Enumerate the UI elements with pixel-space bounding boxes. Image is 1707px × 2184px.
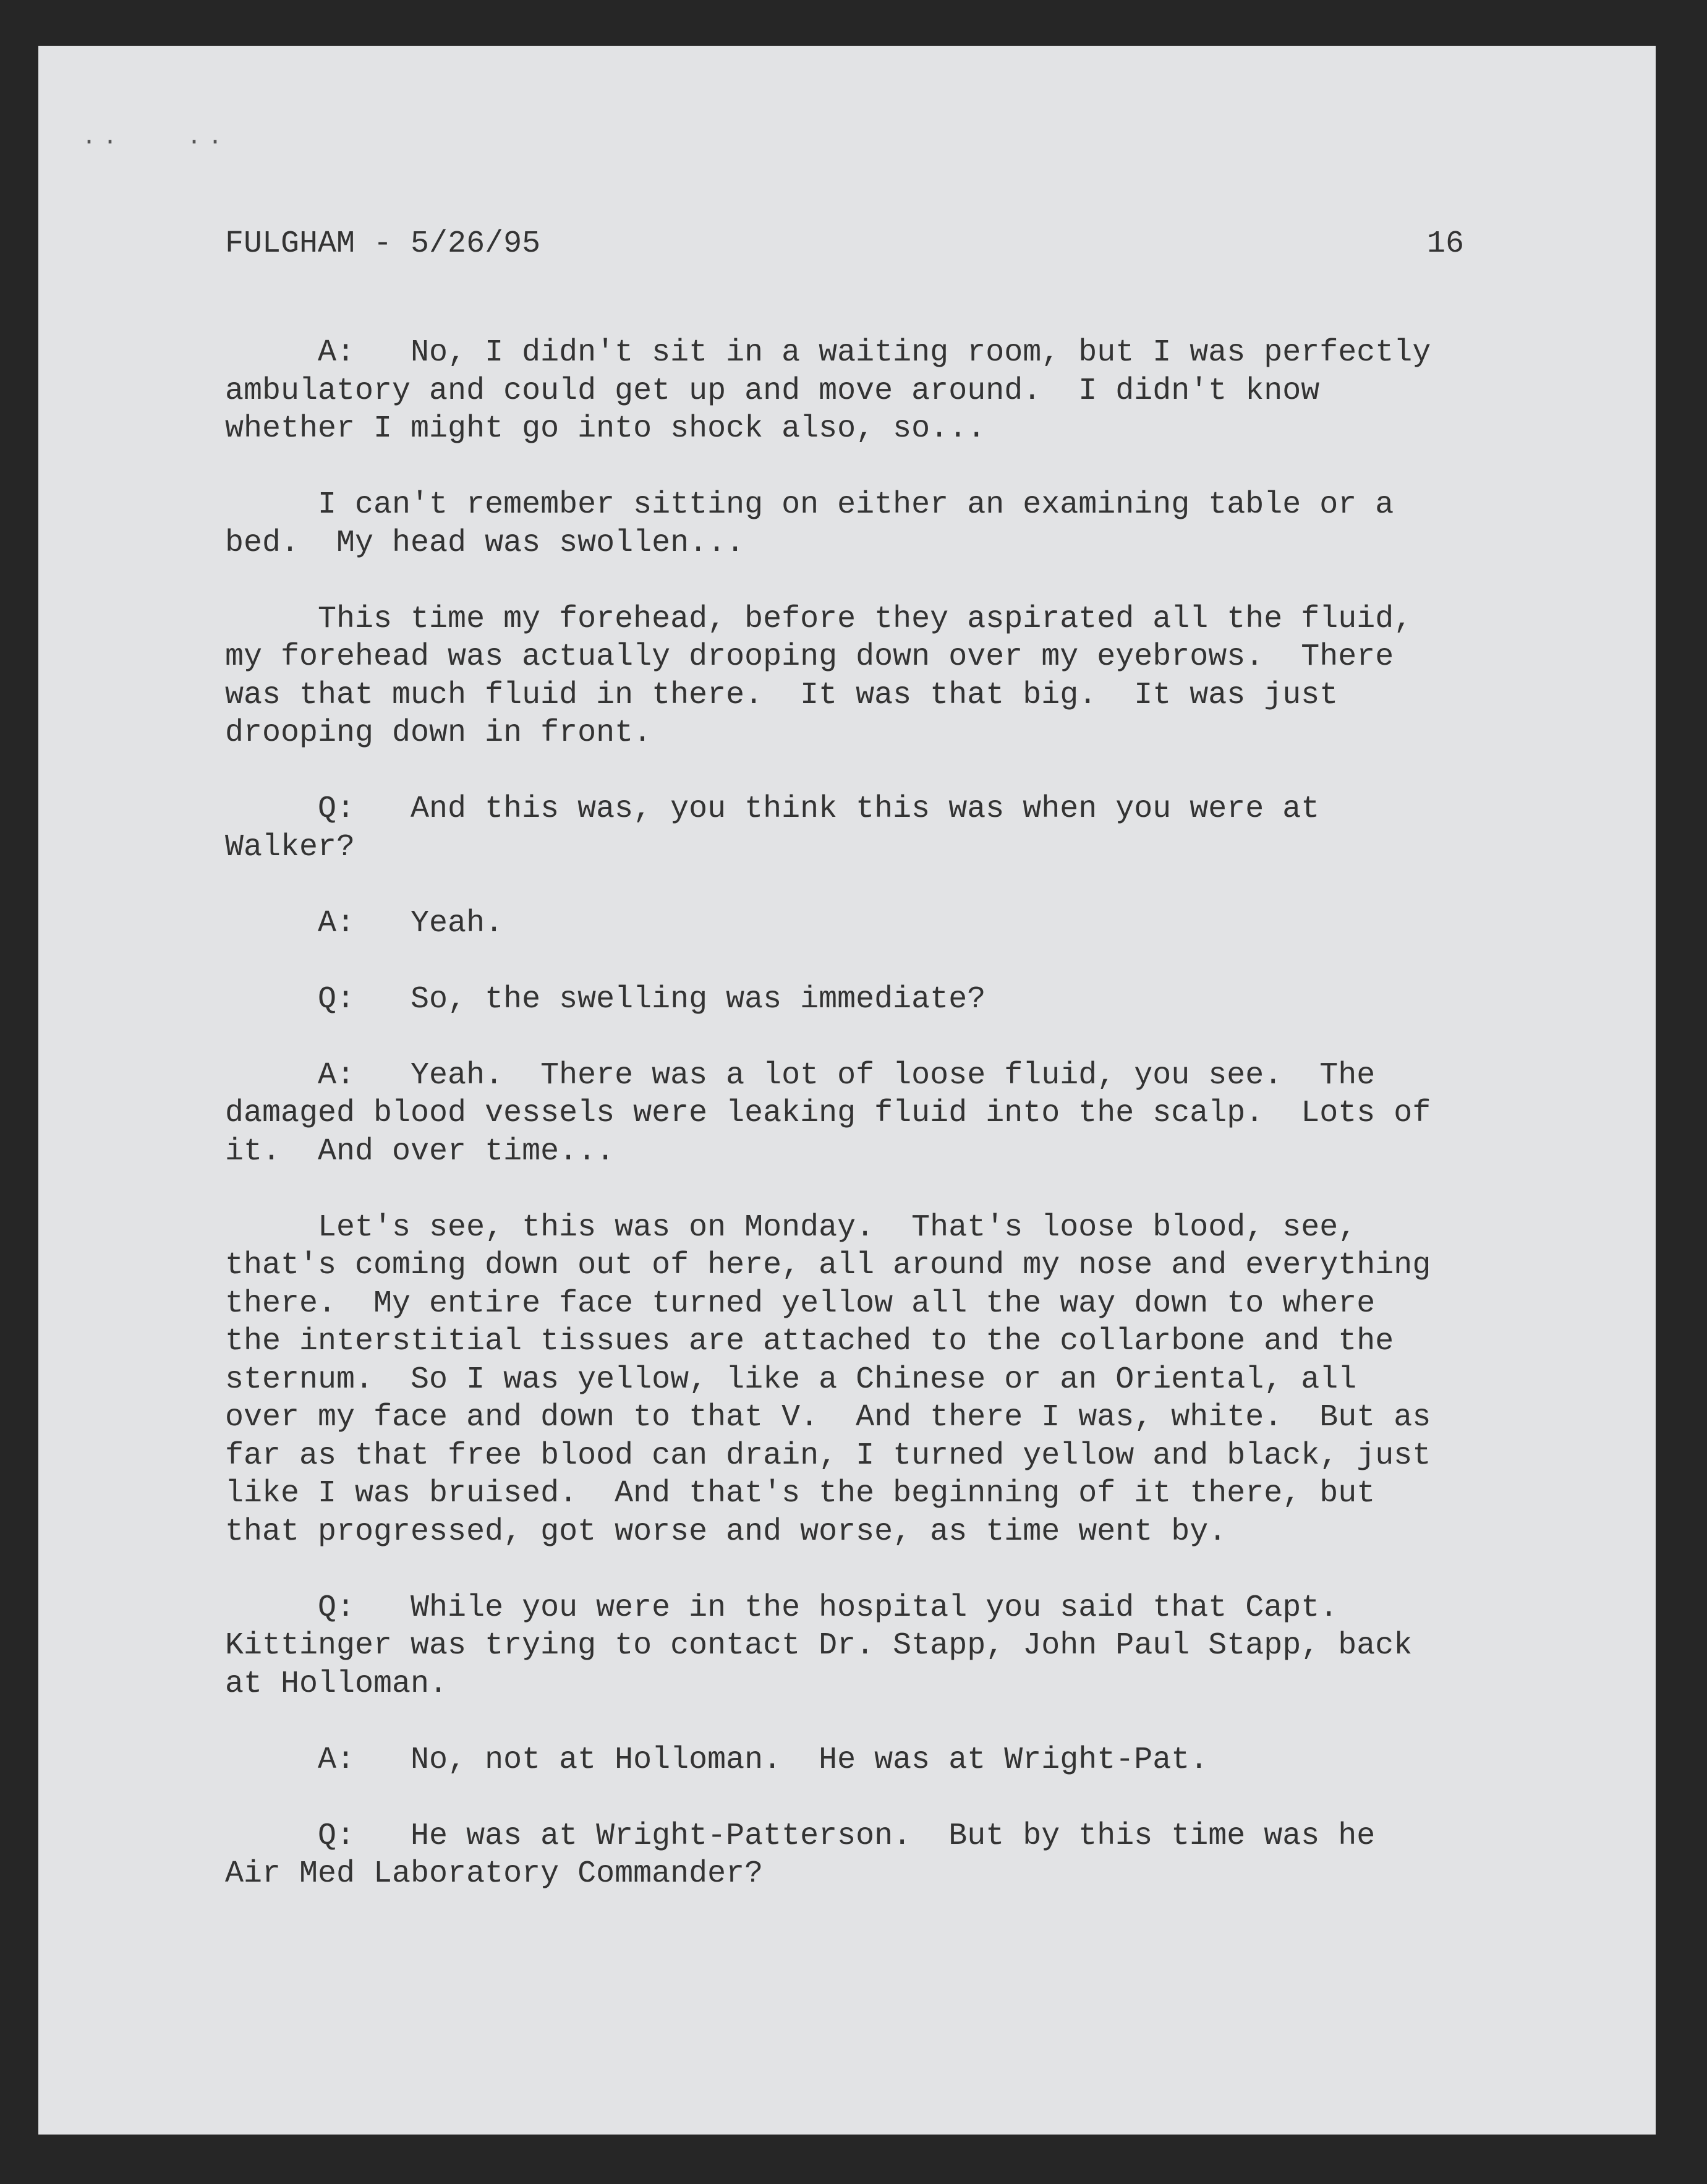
transcript-paragraph [225,334,1474,448]
text-line: Air Med Laboratory Commander? [225,1856,764,1892]
text-line: Q: And this was, you think this was when you were at [225,791,1320,827]
transcript-paragraph [225,981,1474,1019]
transcript-paragraph [225,790,1474,866]
text-line: This time my forehead, before they aspirated all the fluid, [225,601,1413,637]
text-line: I can't remember sitting on either an examining table or a [225,487,1394,523]
text-line: sternum. So I was yellow, like a Chinese or an Oriental, all [225,1362,1357,1397]
text-line: was that much fluid in there. It was that big. It was just [225,677,1339,713]
text-line: drooping down in front. [225,715,652,751]
text-line: Let's see, this was on Monday. That's loose blood, see, [225,1209,1357,1245]
text-line: over my face and down to that V. And there I was, white. But as [225,1400,1431,1435]
text-line: it. And over time... [225,1133,615,1169]
text-line: at Holloman. [225,1666,448,1702]
text-line: A: No, not at Holloman. He was at Wright-Pat. [225,1742,1209,1778]
text-line: bed. My head was swollen... [225,525,745,561]
text-line: Q: So, the swelling was immediate? [225,981,986,1017]
text-line: ambulatory and could get up and move around. I didn't know [225,373,1320,409]
transcript-paragraph [225,905,1474,943]
transcript-paragraph [225,1057,1474,1171]
text-line: A: Yeah. There was a lot of loose fluid, you see. The [225,1057,1376,1093]
transcript-paragraph [225,600,1474,753]
text-line: Q: He was at Wright-Patterson. But by this time was he [225,1818,1376,1854]
transcript-paragraph [225,1589,1474,1704]
text-line: A: No, I didn't sit in a waiting room, but I was perfectly [225,335,1431,370]
text-line: like I was bruised. And that's the beginning of it there, but [225,1476,1376,1511]
text-line: Walker? [225,829,355,865]
transcript-paragraph [225,1209,1474,1551]
text-line: far as that free blood can drain, I turned yellow and black, just [225,1438,1431,1474]
text-line: Kittinger was trying to contact Dr. Stapp, John Paul Stapp, back [225,1628,1413,1663]
transcript-paragraph [225,1817,1474,1893]
text-line: that progressed, got worse and worse, as time went by. [225,1514,1227,1550]
transcript-paragraph [225,486,1474,562]
text-line: damaged blood vessels were leaking fluid into the scalp. Lots of [225,1096,1431,1131]
header-title: FULGHAM - 5/26/95 [225,226,541,262]
page-number: 16 [1426,226,1464,262]
text-line: the interstitial tissues are attached to the collarbone and the [225,1324,1394,1359]
text-line: my forehead was actually drooping down over my eyebrows. There [225,639,1394,675]
text-line: Q: While you were in the hospital you said that Capt. [225,1590,1339,1626]
text-line: that's coming down out of here, all around my nose and everything [225,1248,1431,1283]
punch-marks: .. .. [82,124,229,151]
transcript-paragraph [225,1741,1474,1780]
text-line: A: Yeah. [225,905,504,941]
transcript-body [225,334,1474,1931]
text-line: whether I might go into shock also, so... [225,411,986,446]
text-line: there. My entire face turned yellow all the way down to where [225,1286,1376,1321]
